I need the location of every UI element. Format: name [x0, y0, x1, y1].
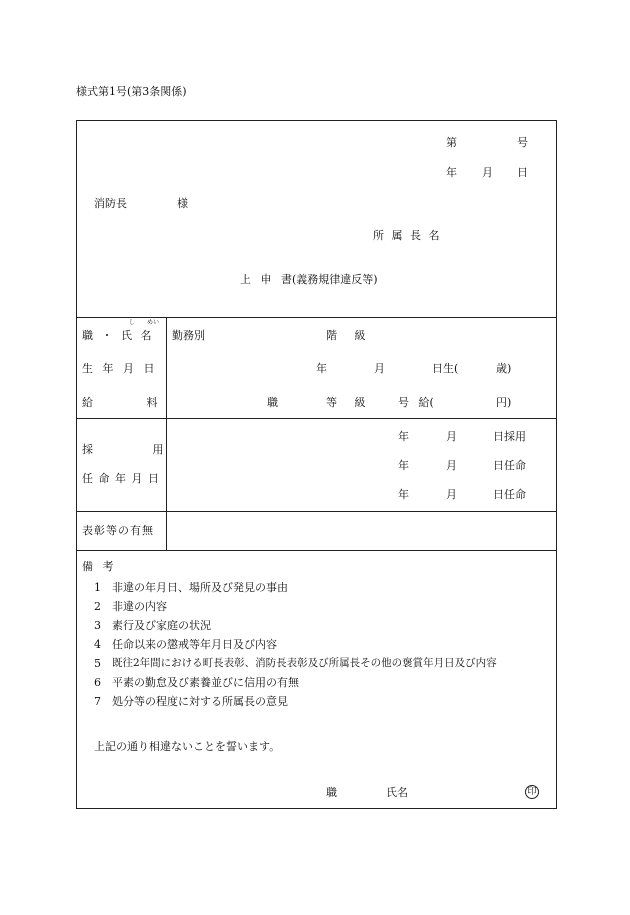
oath-shoku: 職 [326, 786, 337, 799]
remark-text: 任命以来の懲戒等年月日及び内容 [112, 638, 277, 651]
birth-day: 日生( [432, 362, 459, 375]
label-saiyo: 採 用 [82, 443, 164, 456]
ruby-mei: めい [147, 319, 160, 326]
name-label: 職 ・ 氏 名 [82, 329, 152, 342]
number-suffix: 号 [517, 136, 528, 149]
remark-text: 非違の内容 [112, 600, 167, 613]
chief-name: 所 属 長 名 [373, 229, 440, 242]
age-unit: 歳) [496, 362, 512, 375]
divider-header [76, 317, 557, 318]
remark-text: 処分等の程度に対する所属長の意見 [112, 695, 288, 708]
salary-step: 号 給( [398, 396, 434, 409]
emp-row3-year: 年 [398, 488, 409, 501]
date-year: 年 [446, 166, 457, 179]
birth-year: 年 [316, 362, 327, 375]
divider-personal [76, 418, 557, 419]
remark-num: 4 [94, 638, 101, 651]
page-title: 上 申 書(義務規律違反等) [240, 273, 378, 286]
emp-row2-month: 月 [446, 459, 457, 472]
remark-num: 5 [94, 657, 101, 670]
emp-row3-month: 月 [446, 488, 457, 501]
label-column-divider [166, 317, 167, 550]
number-prefix: 第 [446, 136, 457, 149]
duty-label: 勤務別 [172, 329, 205, 342]
remark-text: 非違の年月日、場所及び発見の事由 [112, 581, 288, 594]
seal-mark: 印 [525, 785, 539, 799]
emp-row2-year: 年 [398, 459, 409, 472]
oath-name: 氏名 [386, 786, 408, 799]
form-id: 様式第1号(第3条関係) [76, 85, 187, 98]
date-day: 日 [517, 166, 528, 179]
emp-row3-day: 日任命 [493, 488, 526, 501]
birth-month: 月 [374, 362, 385, 375]
remark-text: 素行及び家庭の状況 [112, 619, 211, 632]
divider-awards [76, 550, 557, 551]
remark-num: 6 [94, 676, 101, 689]
salary-grade: 等 級 [326, 396, 366, 409]
remark-num: 1 [94, 581, 101, 594]
remark-text: 既往2年間における町長表彰、消防長表彰及び所属長その他の褒賞年月日及び内容 [112, 657, 497, 669]
remark-text: 平素の勤怠及び素養並びに信用の有無 [112, 676, 299, 689]
remark-num: 3 [94, 619, 101, 632]
birth-label: 生 年 月 日 [82, 362, 155, 375]
oath-text: 上記の通り相違ないことを誓います。 [94, 740, 281, 753]
rank-label: 階 級 [326, 329, 366, 342]
emp-row2-day: 日任命 [493, 459, 526, 472]
date-month: 月 [482, 166, 493, 179]
label-ninmei: 任 命 年 月 日 [82, 472, 159, 485]
divider-employment [76, 511, 557, 512]
remark-num: 7 [94, 695, 101, 708]
addressee: 消防長 [94, 197, 127, 210]
salary-label: 給 料 [82, 396, 158, 409]
remarks-heading: 備 考 [82, 560, 114, 573]
awards-label: 表彰等の有無 [82, 524, 154, 537]
emp-row1-month: 月 [446, 430, 457, 443]
salary-shoku: 職 [267, 396, 278, 409]
remark-num: 2 [94, 600, 101, 613]
honorific: 様 [177, 197, 188, 210]
salary-yen: 円) [496, 396, 512, 409]
ruby-shi: し [129, 319, 136, 326]
emp-row1-day: 日採用 [493, 430, 526, 443]
emp-row1-year: 年 [398, 430, 409, 443]
